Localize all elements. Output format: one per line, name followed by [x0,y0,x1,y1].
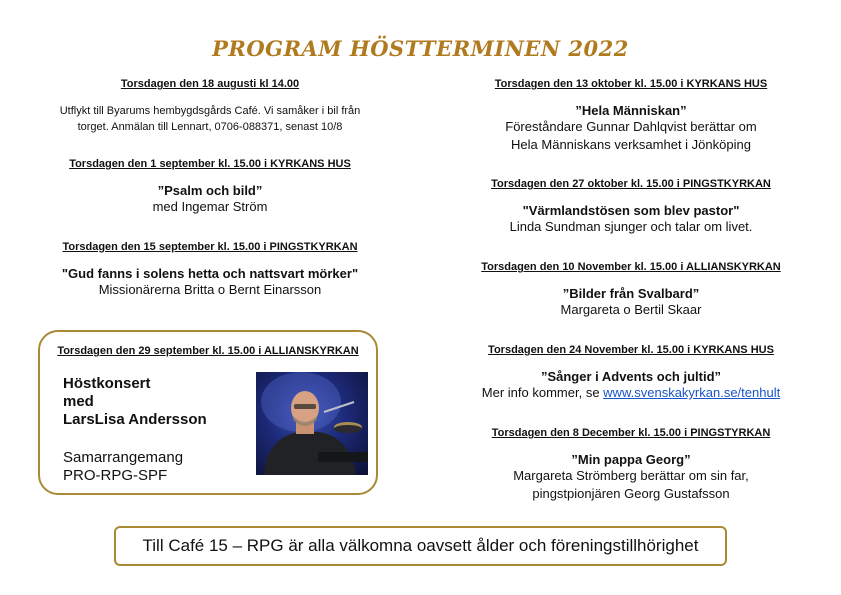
collaboration-line: Samarrangemang [63,449,184,466]
info-prefix: Mer info kommer, se [481,385,604,400]
event-date: Torsdagen den 18 augusti kl 14.00 [120,78,300,90]
event-aug-18 [40,78,380,135]
event-date: Torsdagen den 27 oktober kl. 15.00 i PINGSTKYRKAN [491,178,771,190]
concert-highlight-box [38,330,378,495]
concert-title-line: Höstkonsert [63,375,151,392]
event-nov-10 [461,261,801,319]
event-line [40,103,380,135]
event-heading: ”Min pappa Georg” [571,452,691,467]
event-date: Torsdagen den 10 November kl. 15.00 i ALLIANSKYRKAN [481,261,781,273]
footer-banner [114,526,727,566]
footer-text: Till Café 15 – RPG är alla välkomna oavsett ålder och föreningstillhörighet [142,536,699,555]
event-oct-13 [461,78,801,154]
event-text-line: Utflykt till Byarums hembygdsgårds Café. Vi samåker i bil från [59,105,361,117]
event-sep-15 [40,241,380,299]
event-heading: ”Psalm och bild” [157,183,263,198]
event-text-line [461,384,801,402]
event-heading: ”Hela Människan” [575,103,687,118]
event-date: Torsdagen den 1 september kl. 15.00 i KYRKANS HUS [69,158,351,170]
event-text-line: Margareta Strömberg berättar om sin far, [513,468,749,483]
concert-title-line: med [63,393,94,410]
event-text-line: Föreståndare Gunnar Dahlqvist berättar om [505,119,757,134]
event-text-line: pingstpionjären Georg Gustafsson [532,486,730,501]
page-title: PROGRAM HÖSTTERMINEN 2022 [212,36,629,61]
performer-photo [256,372,368,475]
event-sep-1 [40,158,380,216]
event-dec-8 [461,427,801,503]
event-text-line: torget. Anmälan till Lennart, 0706-088371, senast 10/8 [77,121,343,133]
event-date: Torsdagen den 29 september kl. 15.00 i ALLIANSKYRKAN [57,345,359,357]
concert-title-line: LarsLisa Andersson [63,411,207,428]
event-heading: "Gud fanns i solens hetta och nattsvart mörker" [61,266,359,281]
event-date: Torsdagen den 8 December kl. 15.00 i PINGSTYRKAN [491,427,771,439]
event-text-line: Linda Sundman sjunger och talar om livet. [509,219,753,234]
event-text-line: Missionärerna Britta o Bernt Einarsson [98,282,322,297]
event-date: Torsdagen den 15 september kl. 15.00 i PINGSTKYRKAN [62,241,358,253]
event-date: Torsdagen den 13 oktober kl. 15.00 i KYRKANS HUS [494,78,768,90]
church-website-link[interactable]: www.svenskakyrkan.se/tenhult [603,385,781,400]
performer-photo-illustration [256,372,368,475]
event-date: Torsdagen den 24 November kl. 15.00 i KYRKANS HUS [488,344,774,356]
event-text-line: med Ingemar Ström [152,199,268,214]
event-heading: "Värmlandstösen som blev pastor" [522,203,740,218]
event-heading: ”Bilder från Svalbard” [562,286,700,301]
collaboration-line: PRO-RPG-SPF [63,467,168,484]
collaboration-info [63,449,183,485]
event-text-line: Margareta o Bertil Skaar [560,302,702,317]
event-heading: ”Sånger i Advents och jultid” [540,369,722,384]
event-text-line: Hela Människans verksamhet i Jönköping [511,137,751,152]
event-nov-24 [461,344,801,402]
concert-title [63,375,207,429]
event-oct-27 [461,178,801,236]
